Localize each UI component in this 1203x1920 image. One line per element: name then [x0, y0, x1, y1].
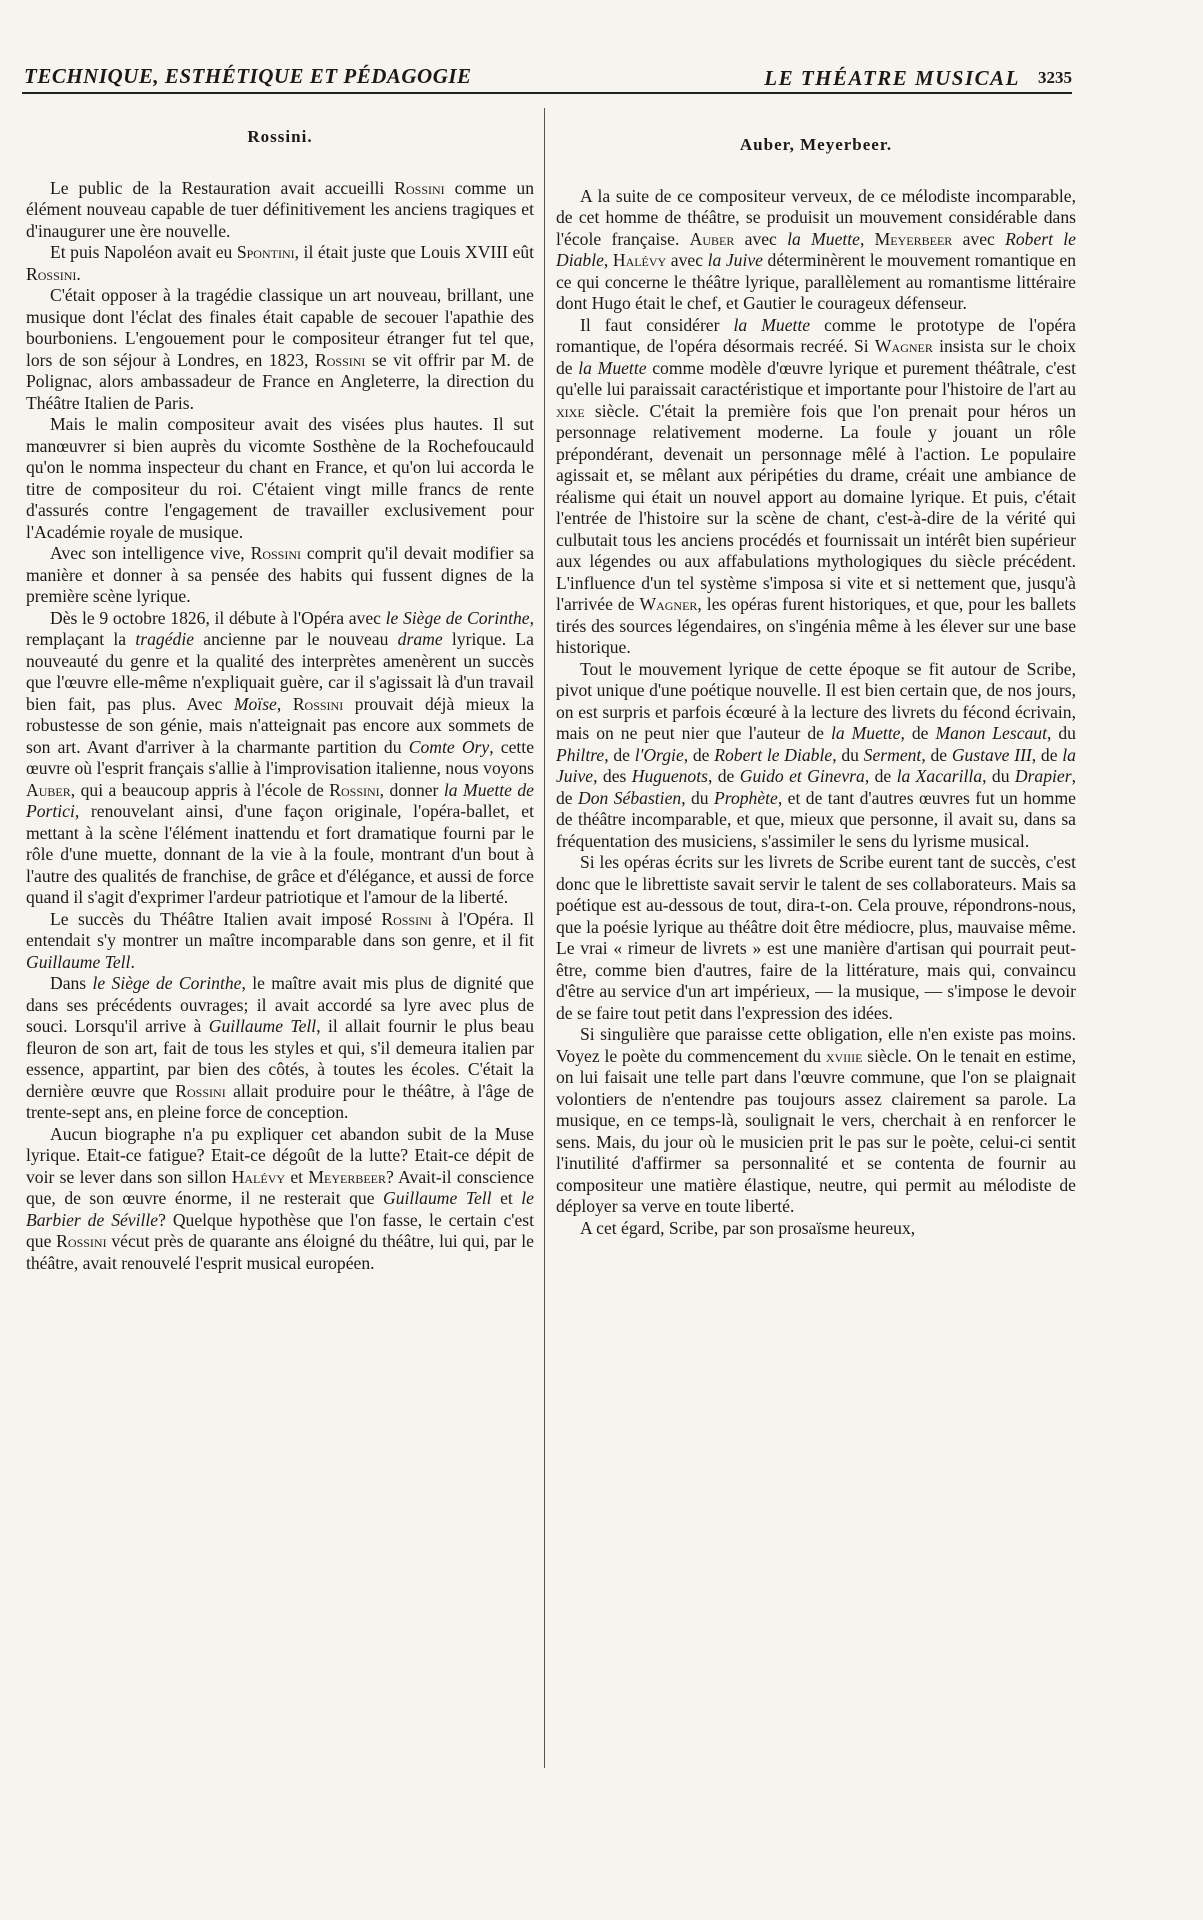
- paragraph: [26, 414, 534, 543]
- text-run: , il était juste que Louis XVIII eût: [294, 242, 534, 262]
- text-run: lyrique. La nouveauté du genre et la qualité des interprètes amenèrent un succès que l'œuvre elle-même n'expliquait guère, car il s'agissait là d'un travail bien fait, pas plus. Avec: [26, 629, 534, 714]
- paragraph: [556, 1024, 1076, 1218]
- text-run: se vit offrir par M. de Polignac, alors ambassadeur de France en Angleterre, la direction du Théâtre Italien de Paris.: [26, 349, 534, 413]
- composer-name: Rossini: [329, 779, 380, 800]
- text-run: , de: [683, 744, 715, 765]
- text-run: , de: [921, 744, 952, 765]
- composer-name: Rossini: [292, 693, 344, 714]
- composer-name: Rossini: [56, 1231, 107, 1251]
- text-run: A cet égard, Scribe, par son prosaïsme heureux,: [580, 1217, 916, 1238]
- composer-name: Halévy: [612, 250, 667, 270]
- text-run: avec: [734, 228, 788, 249]
- text-run: Dès le 9 octobre 1826, il débute à l'Opéra avec: [50, 607, 386, 628]
- italic-title: Gustave III: [951, 744, 1032, 765]
- text-run: , de: [707, 766, 740, 786]
- composer-name: xixe: [556, 400, 585, 421]
- text-run: avec: [952, 228, 1006, 249]
- italic-title: la Juive: [707, 250, 763, 270]
- text-run: siècle. On le tenait en estime, on lui faisait une telle part dans l'œuvre commune, que l'on se plaignait volontiers de n'entendre pas toujours assez clairement sa parole. La musique, en ce temps-là, soulignait le vers, cherchait à en renforcer le sens. Mais, du jour où le musicien prit le pas sur le poète, celui-ci sentit l'inutilité d'affirmer sa personnalité et se contenta de fournir au compositeur une matière élastique, neutre, qui permit au mélodiste de déployer sa verve en toute liberté.: [556, 1045, 1076, 1216]
- italic-title: Robert le Diable: [714, 744, 833, 765]
- text-run: , du: [1047, 723, 1076, 743]
- composer-name: Wagner: [639, 594, 698, 614]
- composer-name: Wagner: [874, 336, 933, 356]
- italic-title: la Muette: [830, 723, 901, 743]
- italic-title: Philtre: [556, 744, 605, 765]
- composer-name: Rossini: [175, 1080, 226, 1101]
- composer-name: Meyerbeer: [308, 1166, 386, 1187]
- text-run: à l'Opéra. Il entendait s'y montrer un maître incomparable dans son genre, et il fit: [26, 908, 534, 950]
- text-run: prouvait déjà mieux la robustesse de son génie, mais n'atteignait pas encore aux sommets de son art. Avant d'arriver à la charmante partition du: [26, 693, 534, 757]
- text-run: Tout le mouvement lyrique de cette époque se fit autour de Scribe, pivot unique d'une poétique nouvelle. Il est bien certain que, de nos jours, on est surpris et parfois écœuré à la lecture des livrets du fécond écrivain, mais on ne peut nier que l'auteur de: [556, 658, 1076, 743]
- section-title-auber-meyerbeer: Auber, Meyerbeer.: [739, 135, 893, 154]
- text-run: Si singulière que paraisse cette obligation, elle n'en existe pas moins. Voyez le poète du commencement du: [556, 1024, 1076, 1066]
- column-divider: [544, 108, 545, 1768]
- text-run: Il faut considérer: [580, 314, 734, 335]
- left-paragraphs: [26, 178, 534, 1275]
- text-run: et: [491, 1188, 522, 1208]
- text-run: C'était opposer à la tragédie classique un art nouveau, brillant, une musique dont l'éclat des finales était capable de secouer l'apathie des bourboniens. L'engouement pour le compositeur étranger fut tel que, lors de son séjour à Londres, en 1823,: [26, 285, 534, 370]
- italic-title: la Muette de Portici: [26, 779, 534, 821]
- paragraph: [26, 178, 534, 243]
- text-run: , de: [556, 766, 1076, 808]
- text-run: ,: [276, 693, 293, 714]
- paragraph: [26, 285, 534, 414]
- italic-title: Drapier: [1014, 766, 1072, 786]
- italic-title: Manon Lescaut: [935, 723, 1047, 743]
- text-run: , cette œuvre où l'esprit français s'allie à l'improvisation italienne, nous voyons: [26, 736, 534, 778]
- text-run: ,: [859, 228, 875, 249]
- italic-title: le Siège de Corinthe: [92, 973, 242, 993]
- text-run: , du: [681, 787, 715, 808]
- italic-title: Serment: [863, 744, 922, 765]
- italic-title: la Juive: [556, 744, 1076, 786]
- text-run: .: [130, 951, 135, 972]
- text-run: avec: [666, 250, 708, 270]
- text-run: déterminèrent le mouvement romantique en ce qui concerne le théâtre lyrique, parallèlement au romantisme littéraire dont Hugo était le chef, et Gautier le courageux défenseur.: [556, 250, 1076, 313]
- paragraph: [26, 608, 534, 909]
- italic-title: la Muette: [733, 314, 811, 335]
- text-run: A la suite de ce compositeur verveux, de ce mélodiste incomparable, de cet homme de théâtre, se produisit un mouvement considérable dans l'école française.: [556, 185, 1076, 249]
- text-run: , de: [1031, 744, 1063, 765]
- text-run: .: [76, 263, 81, 284]
- text-run: Mais le malin compositeur avait des visées plus hautes. Il sut manœuvrer si bien auprès du vicomte Sosthène de la Rochefoucauld qu'on le nomma inspecteur du chant en France, et qu'on lui accorda le titre de compositeur du roi. C'étaient vingt mille francs de rente d'assurés contre l'engagement de travailler exclusivement pour l'Académie royale de musique.: [26, 414, 534, 542]
- text-run: , donner: [379, 779, 444, 800]
- italic-title: Moïse: [233, 693, 277, 714]
- text-run: , remplaçant la: [26, 607, 534, 649]
- text-run: , les opéras furent historiques, et que, pour les ballets tirés des sources légendaires, on s'ingénia même à les élever sur une base historique.: [556, 594, 1076, 657]
- header-left-title: TECHNIQUE, ESTHÉTIQUE ET PÉDAGOGIE: [24, 64, 472, 88]
- text-run: , renouvelant ainsi, d'une façon originale, l'opéra-ballet, et mettant à la scène l'élément inattendu et fort dramatique fourni par le rôle d'une muette, donnant de la vie à la foule, montrant d'un bout à l'autre des qualités de franchise, de grâce et d'élégance, et aussi de force quand il s'agit d'exprimer l'ardeur patriotique et l'amour de la liberté.: [26, 801, 534, 907]
- text-run: ,: [603, 250, 613, 270]
- text-run: , le maître avait mis plus de dignité que dans ses précédents ouvrages; il avait accordé sa lyre avec plus de souci. Lorsqu'il arrive à: [26, 973, 534, 1036]
- italic-title: la Muette: [787, 228, 860, 249]
- header-right-title: LE THÉATRE MUSICAL: [764, 66, 1020, 90]
- composer-name: Rossini: [315, 349, 366, 370]
- paragraph: [556, 659, 1076, 853]
- italic-title: Comte Ory: [408, 736, 490, 757]
- section-title-rossini: Rossini.: [247, 127, 313, 146]
- text-run: Et puis Napoléon avait eu: [50, 242, 237, 262]
- italic-title: le Siège de Corinthe: [385, 607, 530, 628]
- italic-title: Don Sébastien: [578, 787, 682, 808]
- composer-name: Halévy: [231, 1166, 286, 1187]
- text-run: vécut près de quarante ans éloigné du théâtre, lui qui, par le théâtre, avait renouvelé l'esprit musical européen.: [26, 1231, 534, 1273]
- composer-name: xviiie: [825, 1045, 863, 1066]
- text-run: ? Avait-il conscience que, de son œuvre énorme, il ne resterait que: [26, 1166, 534, 1208]
- italic-title: Guillaume Tell: [383, 1188, 492, 1208]
- left-column: [26, 118, 534, 1888]
- text-run: Dans: [50, 973, 93, 993]
- text-run: , de: [604, 744, 635, 765]
- text-run: , et de tant d'autres œuvres fut un homme de théâtre incomparable, et que, mieux que personne, il avait su, dans sa fréquentation des musiciens, s'assimiler le sens du lyrisme musical.: [556, 787, 1076, 851]
- text-run: siècle. C'était la première fois que l'on prenait pour héros un personnage relativement moderne. La foule y jouant un rôle prépondérant, devenait un personnage mêlé à l'action. Le populaire agissait et, se mêlant aux péripéties du drame, créait une ambiance de réalisme qui était un nouvel apport au domaine lyrique. Et puis, c'était l'entrée de l'histoire sur la scène de chant, c'est-à-dire de la vérité qui culbutait tous les anciens procédés et fournissait un intérêt bien supérieur aux légendes ou aux affabulations mythologiques du siècle précédent. L'influence d'un tel système s'imposa si vite et si nettement que, jusqu'à l'arrivée de: [556, 400, 1076, 614]
- composer-name: Meyerbeer: [874, 228, 953, 249]
- text-run: , il allait fournir le plus beau fleuron de son art, fait de tous les styles et qui, s'il demeura italien par essence, appartint, par bien des côtés, à toutes les écoles. C'était la dernière œuvre que: [26, 1016, 534, 1101]
- paragraph: [26, 973, 534, 1124]
- italic-title: l'Orgie: [634, 744, 684, 765]
- composer-name: Rossini: [394, 177, 445, 198]
- italic-title: Guillaume Tell: [208, 1016, 317, 1036]
- composer-name: Auber: [689, 228, 735, 249]
- running-header: [22, 62, 1072, 94]
- paragraph: [26, 1124, 534, 1275]
- composer-name: Rossini: [26, 263, 77, 284]
- paragraph: [556, 186, 1076, 315]
- composer-name: Spontini: [236, 242, 295, 262]
- right-column: [556, 118, 1076, 1888]
- italic-title: Guillaume Tell: [26, 951, 131, 972]
- italic-title: Robert le Diable: [556, 228, 1076, 270]
- text-run: Le succès du Théâtre Italien avait imposé: [50, 908, 382, 929]
- right-paragraphs: [556, 186, 1076, 1240]
- text-run: , du: [832, 744, 864, 765]
- text-run: comme un élément nouveau capable de tuer définitivement les anciens tragiques et d'inaugurer une ère nouvelle.: [26, 177, 534, 241]
- text-run: Le public de la Restauration avait accueilli: [50, 177, 395, 198]
- text-run: et: [285, 1166, 309, 1187]
- text-run: ? Quelque hypothèse que l'on fasse, le certain c'est que: [26, 1209, 534, 1251]
- text-run: comprit qu'il devait modifier sa manière et donner à sa pensée des habits qui fussent dignes de la première scène lyrique.: [26, 543, 534, 606]
- text-run: , du: [982, 766, 1015, 786]
- text-run: ancienne par le nouveau: [194, 629, 398, 649]
- text-run: Aucun biographe n'a pu expliquer cet abandon subit de la Muse lyrique. Etait-ce fatigue? Etait-ce dégoût de la lutte? Etait-ce dépit de voir se lever dans son sillon: [26, 1123, 534, 1187]
- text-run: , de: [864, 766, 897, 786]
- italic-title: le Barbier de Séville: [26, 1188, 534, 1230]
- composer-name: Rossini: [381, 908, 432, 929]
- text-run: Avec son intelligence vive,: [50, 543, 251, 563]
- text-run: comme le prototype de l'opéra romantique, de l'opéra désormais recréé. Si: [556, 314, 1076, 356]
- paragraph: [26, 242, 534, 285]
- composer-name: Rossini: [250, 543, 302, 563]
- paragraph: [556, 315, 1076, 659]
- paragraph: [26, 909, 534, 974]
- composer-name: Auber: [26, 779, 71, 800]
- italic-title: tragédie: [135, 629, 195, 649]
- italic-title: Prophète: [714, 787, 778, 808]
- text-run: Si les opéras écrits sur les livrets de Scribe eurent tant de succès, c'est donc que le librettiste savait servir le talent de ses collaborateurs. Mais sa poétique est au-dessous de tout, dira-t-on. Cela prouve, répondrons-nous, que la poésie lyrique au théâtre doit être médiocre, plus, mauvaise même. Le vrai « rimeur de livrets » est une manière d'artisan qui pourrait peut-être, comme bien d'autres, faire de la littérature, mais qui, convaincu d'être au service d'un art impérieux, — la musique, — s'impose le devoir de se faire tout petit dans l'expression des idées.: [556, 852, 1076, 1023]
- paragraph: [556, 1218, 1076, 1240]
- italic-title: Guido et Ginevra: [739, 766, 865, 786]
- italic-title: la Muette: [578, 357, 647, 378]
- italic-title: drame: [397, 629, 443, 649]
- page-number: 3235: [1038, 68, 1072, 87]
- text-run: allait produire pour le théâtre, à l'âge de trente-sept ans, en pleine force de conception.: [26, 1080, 534, 1122]
- text-run: , des: [593, 766, 632, 786]
- paragraph: [26, 543, 534, 608]
- text-run: comme modèle d'œuvre lyrique et purement théâtrale, c'est qu'elle lui paraissait caractéristique et importante pour l'histoire de l'art au: [556, 357, 1076, 399]
- text-run: , de: [900, 723, 936, 743]
- text-run: , qui a beaucoup appris à l'école de: [70, 779, 330, 800]
- italic-title: la Xacarilla: [896, 766, 983, 786]
- italic-title: Huguenots: [631, 766, 708, 786]
- text-run: insista sur le choix de: [556, 336, 1076, 378]
- paragraph: [556, 852, 1076, 1024]
